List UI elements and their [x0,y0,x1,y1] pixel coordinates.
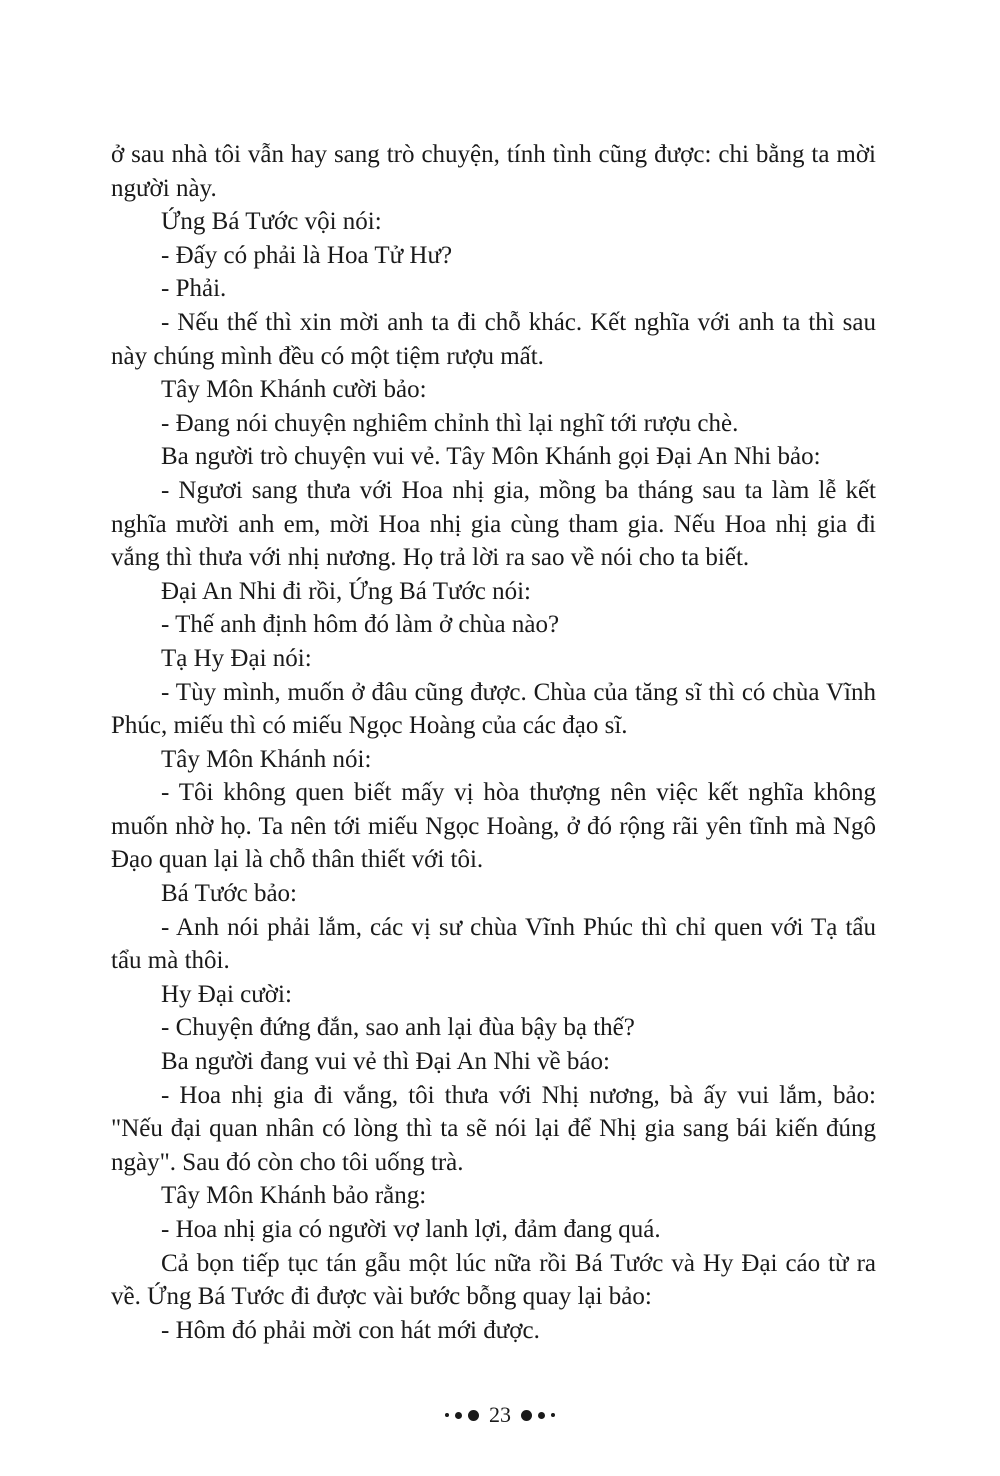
paragraph: Bá Tước bảo: [161,880,297,908]
paragraph: - Hôm đó phải mời con hát mới được. [161,1316,540,1344]
paragraph: - Anh nói phải lắm, các vị sư chùa Vĩnh Phúc thì chỉ quen với Tạ tẩu tẩu mà thôi. [111,913,876,975]
ornament-dot-icon [468,1410,479,1421]
body-text [111,138,876,1347]
paragraph: - Tùy mình, muốn ở đâu cũng được. Chùa của tăng sĩ thì có chùa Vĩnh Phúc, miếu thì có miếu Ngọc Hoàng của các đạo sĩ. [111,678,876,740]
ornament-dot-icon [521,1410,532,1421]
paragraph: - Hoa nhị gia đi vắng, tôi thưa với Nhị nương, bà ấy vui lắm, bảo: "Nếu đại quan nhân có lòng thì ta sẽ nói lại để Nhị gia sang bái kiến đúng ngày". Sau đó còn cho tôi uống trà. [111,1081,876,1176]
ornament-dot-icon [551,1413,555,1417]
paragraph: - Phải. [161,275,227,303]
paragraph: Ứng Bá Tước vội nói: [161,208,382,236]
page-footer [0,1400,1000,1430]
ornament-dot-icon [538,1412,545,1419]
paragraph: - Hoa nhị gia có người vợ lanh lợi, đảm đang quá. [161,1216,661,1243]
paragraph: Tây Môn Khánh nói: [161,745,372,773]
paragraph: - Đấy có phải là Hoa Tử Hư? [161,241,453,269]
paragraph: Hy Đại cười: [161,980,292,1008]
paragraph: - Tôi không quen biết mấy vị hòa thượng nên việc kết nghĩa không muốn nhờ họ. Ta nên tới miếu Ngọc Hoàng, ở đó rộng rãi yên tĩnh mà Ngô Đạo quan lại là chỗ thân thiết với tôi. [111,779,876,874]
paragraph: Tây Môn Khánh cười bảo: [161,376,427,404]
paragraph: Tạ Hy Đại nói: [161,644,312,672]
ornament-dot-icon [455,1412,462,1419]
page-number: 23 [489,1402,511,1427]
paragraph: ở sau nhà tôi vẫn hay sang trò chuyện, tính tình cũng được: chi bằng ta mời người này. [111,141,876,202]
paragraph: - Nếu thế thì xin mời anh ta đi chỗ khác. Kết nghĩa với anh ta thì sau này chúng mình đều có một tiệm rượu mất. [111,308,876,370]
paragraph: Tây Môn Khánh bảo rằng: [161,1182,427,1210]
paragraph: Ba người trò chuyện vui vẻ. Tây Môn Khánh gọi Đại An Nhi bảo: [161,443,821,471]
paragraph: Ba người đang vui vẻ thì Đại An Nhi về báo: [161,1048,610,1076]
ornament-dot-icon [445,1413,449,1417]
paragraph: - Đang nói chuyện nghiêm chỉnh thì lại nghĩ tới rượu chè. [161,409,739,437]
paragraph: - Thế anh định hôm đó làm ở chùa nào? [161,611,560,639]
paragraph: Đại An Nhi đi rồi, Ứng Bá Tước nói: [161,577,531,605]
paragraph: - Chuyện đứng đắn, sao anh lại đùa bậy bạ thế? [161,1014,635,1042]
paragraph: - Ngươi sang thưa với Hoa nhị gia, mồng ba tháng sau ta làm lễ kết nghĩa mười anh em, mời Hoa nhị gia cùng tham gia. Nếu Hoa nhị gia đi vắng thì thưa với nhị nương. Họ trả lời ra sao về nói cho ta biết. [111,476,876,572]
paragraph: Cả bọn tiếp tục tán gẫu một lúc nữa rồi Bá Tước và Hy Đại cáo từ ra về. Ứng Bá Tước đi được vài bước bỗng quay lại bảo: [111,1249,876,1311]
